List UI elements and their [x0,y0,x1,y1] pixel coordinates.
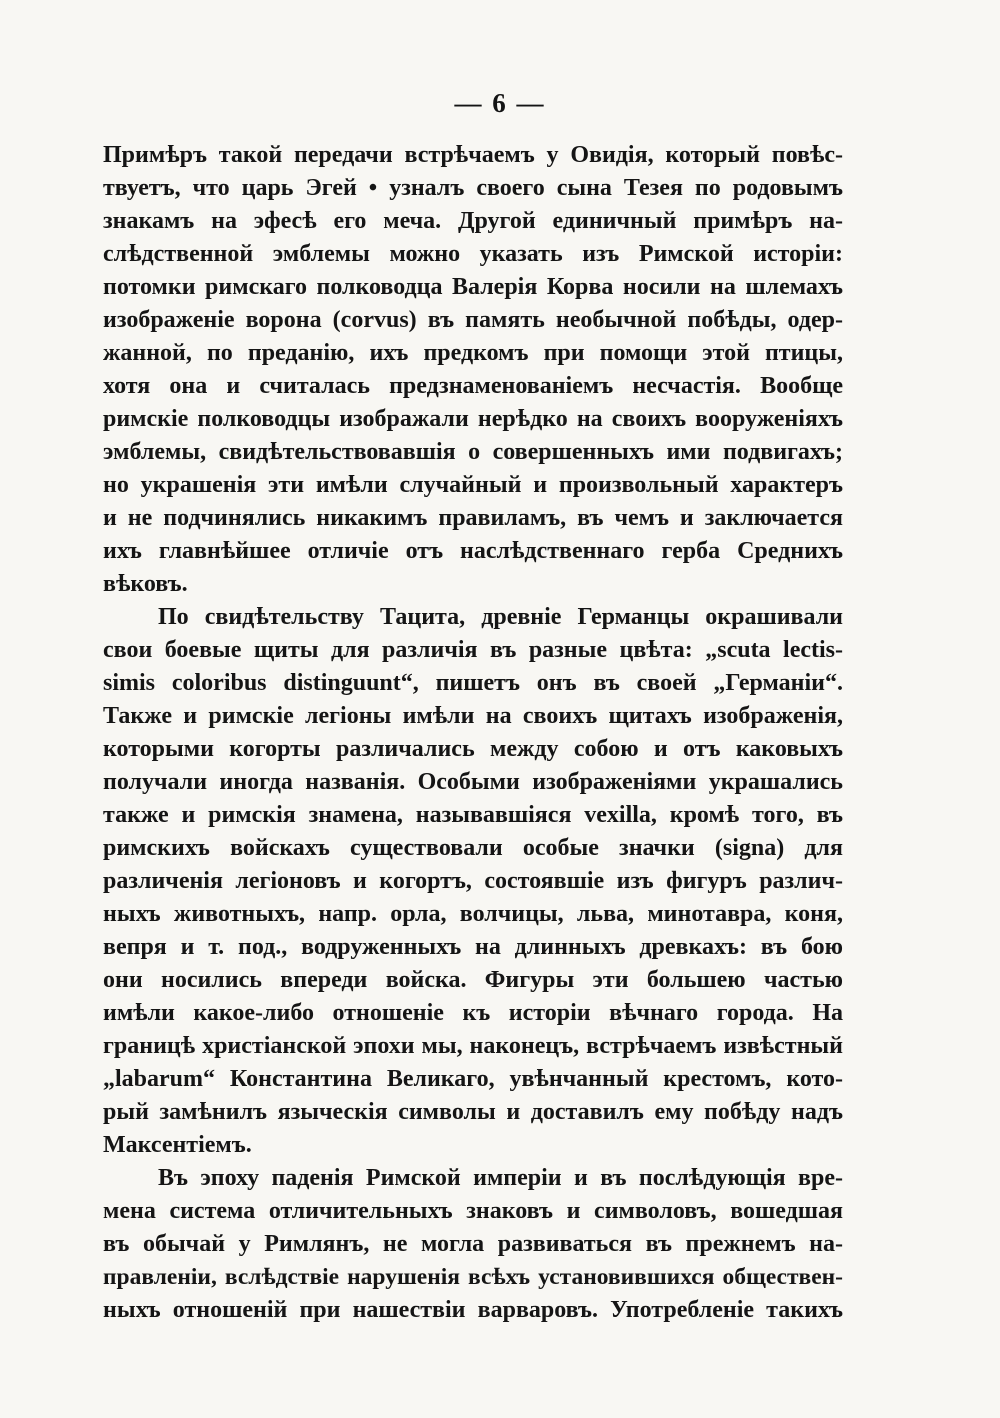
text-line: слѣдственной эмблемы можно указать изъ Римской исторіи: [103,241,843,267]
text-line: имѣли какое-либо отношеніе къ исторіи вѣчнаго города. На [103,1000,843,1026]
text-line: мена система отличительныхъ знаковъ и символовъ, вошедшая [103,1198,843,1224]
text-line: но украшенія эти имѣли случайный и произвольный характеръ [103,472,843,498]
text-line: римскихъ войскахъ существовали особые значки (signa) для [103,835,843,861]
text-line: они носились впереди войска. Фигуры эти большею частью [103,967,843,993]
text-line: твуетъ, что царь Эгей • узналъ своего сына Тезея по родовымъ [103,175,843,201]
body-text [103,139,843,1327]
text-line: simis coloribus distinguunt“, пишетъ онъ въ своей „Германіи“. [103,670,843,696]
text-line: ихъ главнѣйшее отличіе отъ наслѣдственнаго герба Среднихъ [103,538,843,564]
text-line: получали иногда названія. Особыми изображеніями украшались [103,769,843,795]
text-line: ныхъ отношеній при нашествіи варваровъ. Употребленіе такихъ [103,1297,843,1323]
text-line: жанной, по преданію, ихъ предкомъ при помощи этой птицы, [103,340,843,366]
page-number: — 6 — [454,88,546,118]
paragraph-3 [103,1162,843,1327]
text-line: Примѣръ такой передачи встрѣчаемъ у Овидія, который повѣс- [103,142,843,168]
text-line: Также и римскіе легіоны имѣли на своихъ щитахъ изображенія, [103,703,843,729]
text-line: потомки римскаго полководца Валерія Корва носили на шлемахъ [103,274,843,300]
paragraph-2 [103,601,843,1162]
text-line: хотя она и считалась предзнаменованіемъ несчастія. Вообще [103,373,843,399]
text-line: вѣковъ. [103,571,188,597]
text-line: вепря и т. под., водруженныхъ на длинныхъ древкахъ: въ бою [103,934,843,960]
text-line: границѣ христіанской эпохи мы, наконецъ, встрѣчаемъ извѣстный [103,1033,843,1059]
text-line: римскіе полководцы изображали нерѣдко на своихъ вооруженіяхъ [103,406,843,432]
text-line: изображеніе ворона (corvus) въ память необычной побѣды, одер- [103,307,843,333]
text-line: знакамъ на эфесѣ его меча. Другой единичный примѣръ на- [103,208,843,234]
text-line: Максентіемъ. [103,1132,252,1158]
text-line: въ обычай у Римлянъ, не могла развиваться въ прежнемъ на- [103,1231,843,1257]
text-line: По свидѣтельству Тацита, древніе Германцы окрашивали [158,604,843,630]
text-line: различенія легіоновъ и когортъ, состоявшіе изъ фигуръ различ- [103,868,843,894]
text-line: и не подчинялись никакимъ правиламъ, въ чемъ и заключается [103,505,843,531]
text-line: свои боевые щиты для различія въ разные цвѣта: „scuta lectis- [103,637,843,663]
paragraph-1 [103,139,843,601]
text-line: также и римскія знамена, называвшіяся vexilla, кромѣ того, въ [103,802,843,828]
text-line: эмблемы, свидѣтельствовавшія о совершенныхъ ими подвигахъ; [103,439,843,465]
text-line: Въ эпоху паденія Римской имперіи и въ послѣдующія вре- [158,1165,843,1191]
text-line: правленіи, вслѣдствіе нарушенія всѣхъ установившихся обществен- [103,1264,843,1290]
text-line: рый замѣнилъ языческія символы и доставилъ ему побѣду надъ [103,1099,843,1125]
text-line: ныхъ животныхъ, напр. орла, волчицы, льва, минотавра, коня, [103,901,843,927]
text-line: которыми когорты различались между собою и отъ каковыхъ [103,736,843,762]
text-line: „labarum“ Константина Великаго, увѣнчанный крестомъ, кото- [103,1066,843,1092]
